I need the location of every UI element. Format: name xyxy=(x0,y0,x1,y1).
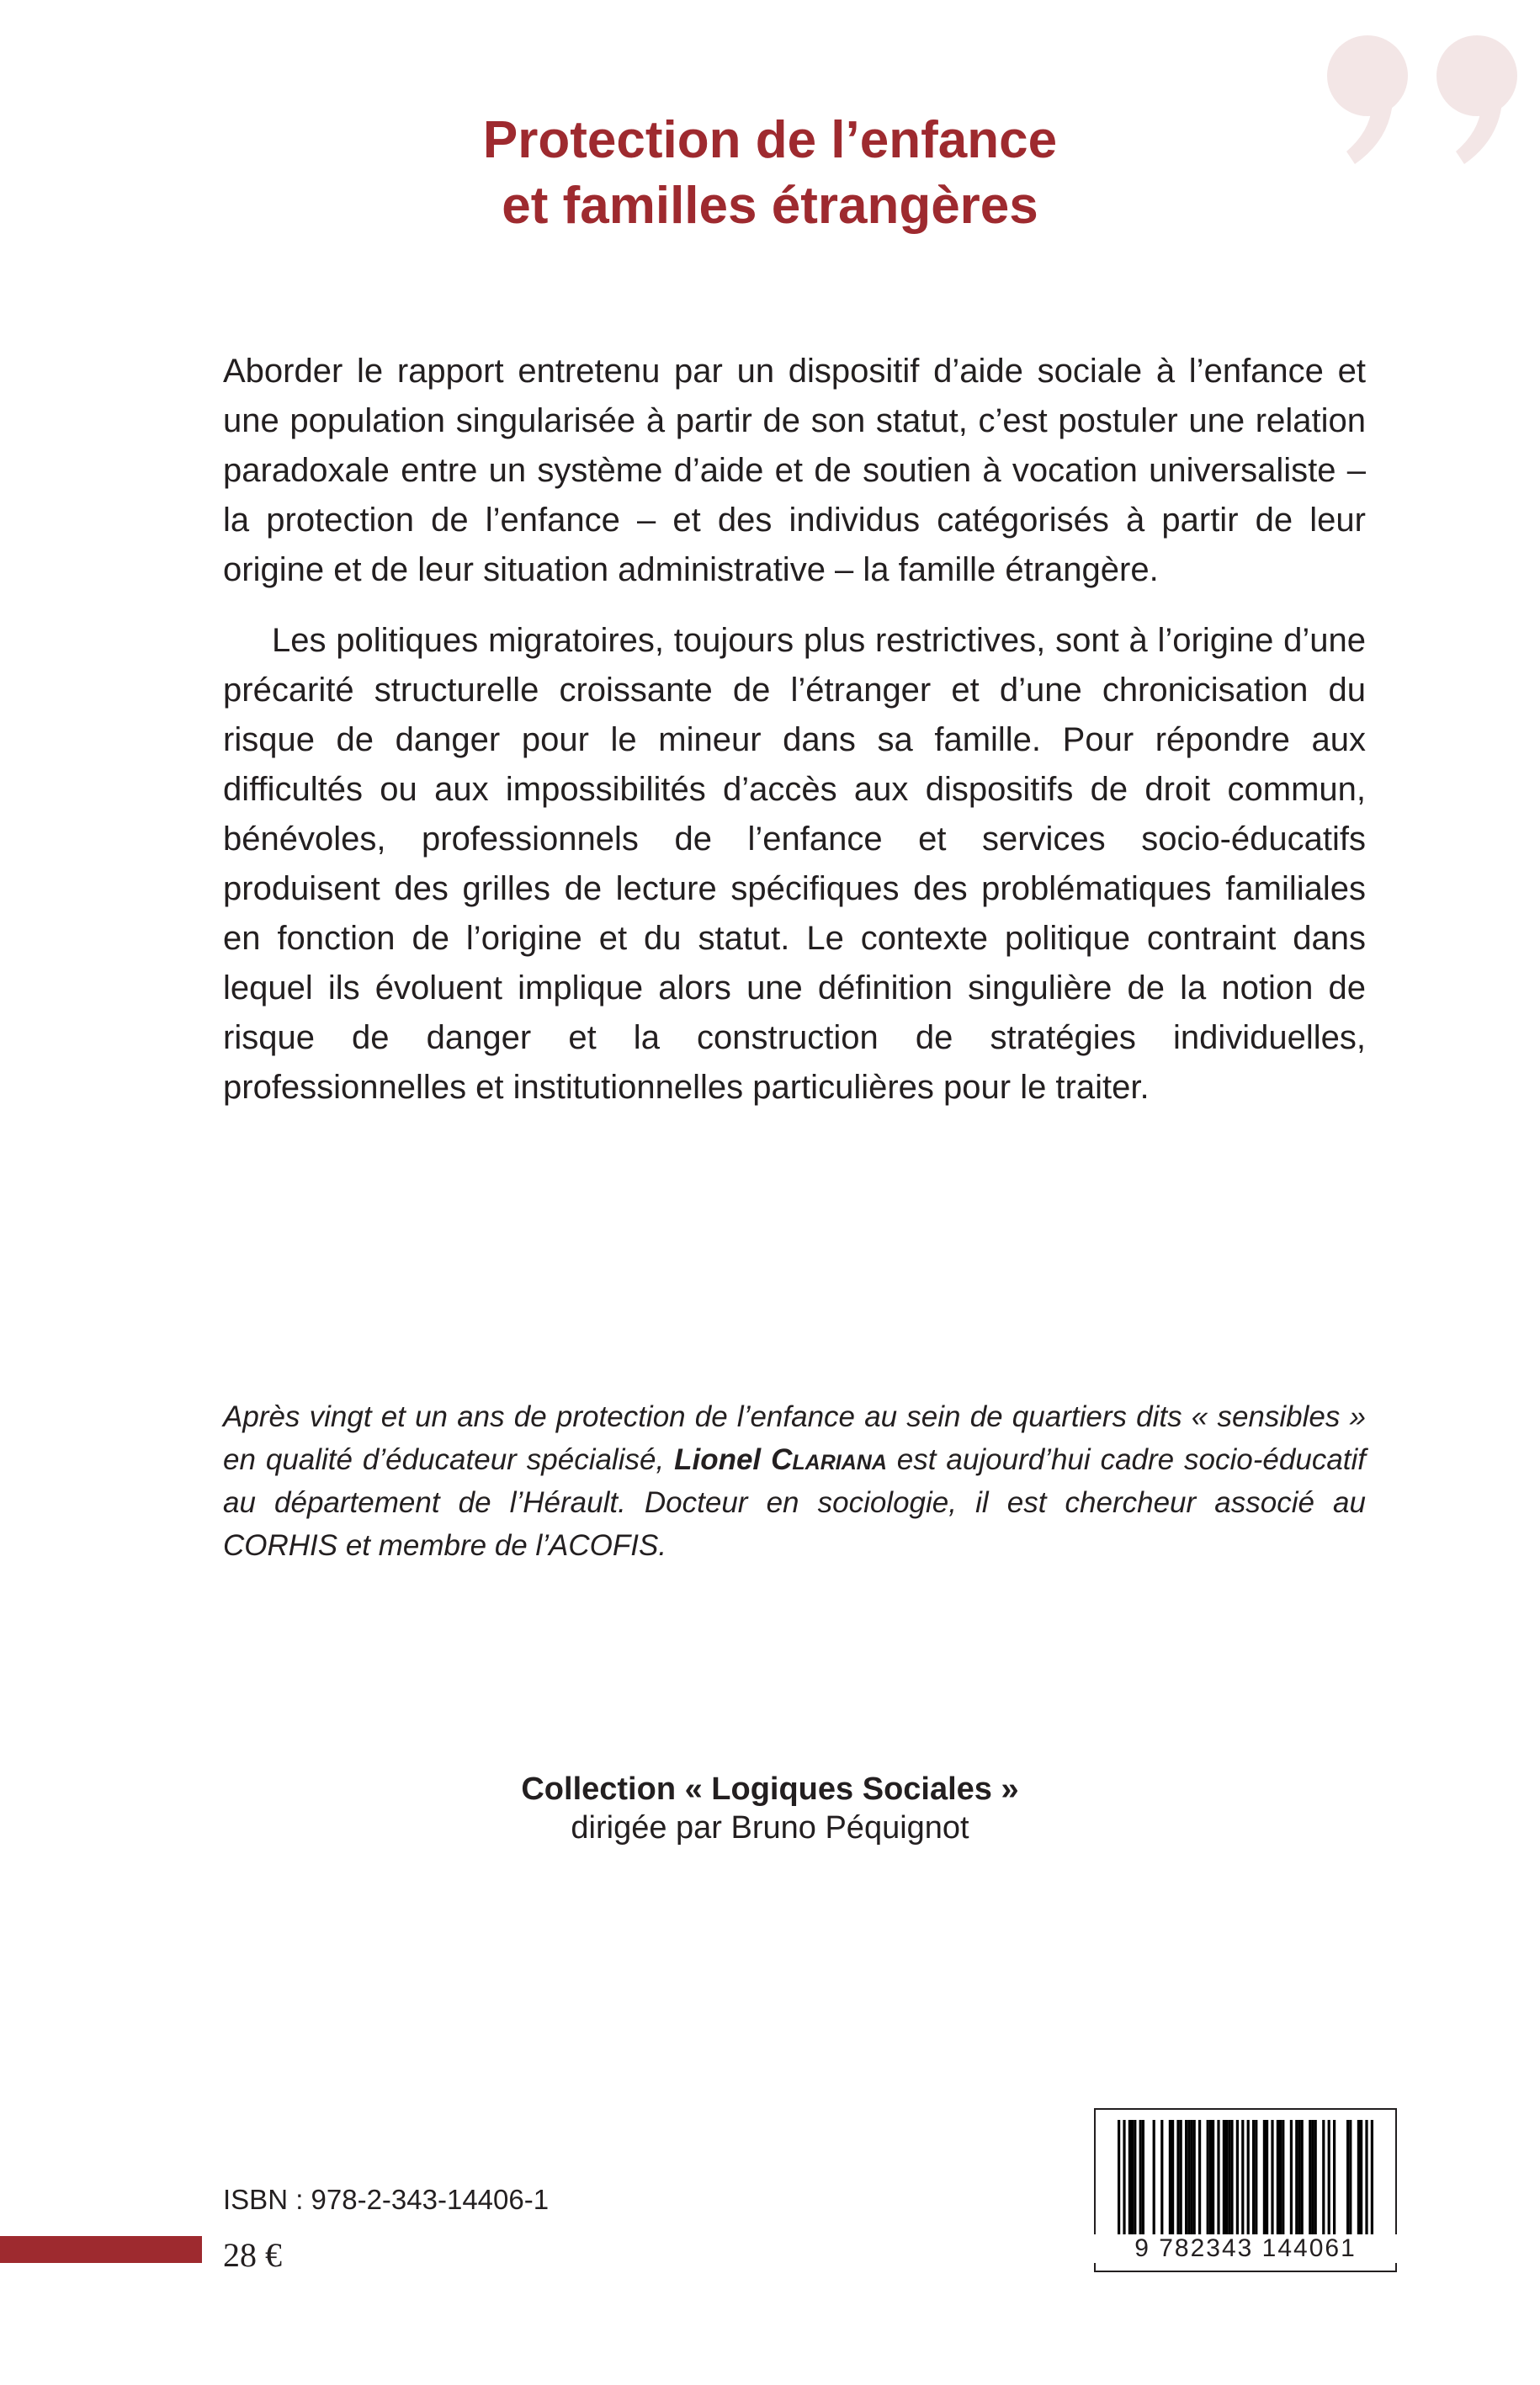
barcode-bar xyxy=(1309,2120,1311,2238)
author-bio xyxy=(223,1395,1366,1567)
synopsis-paragraph-2: Les politiques migratoires, toujours plus restrictives, sont à l’origine d’une précarité structurelle croissante de l’étranger et d’une chronicisation du risque de danger pour le mineur dans sa famille. Pour répondre aux difficultés ou aux impossibilités d’accès aux dispositifs de droit commun, bénévoles, professionnels de l’enfance et services socio-éducatifs produisent des grilles de lecture spécifiques des problématiques familiales en fonction de l’origine et du statut. Le contexte politique contraint dans lequel ils évoluent implique alors une définition singulière de la notion de risque de danger et la construction de stratégies individuelles, professionnelles et institutionnelles particulières pour le traiter. xyxy=(223,622,1366,1106)
barcode-bar xyxy=(1255,2120,1257,2238)
barcode-bar xyxy=(1207,2120,1209,2238)
barcode-bar xyxy=(1198,2120,1201,2238)
barcode-bar xyxy=(1252,2120,1255,2238)
barcode-bar xyxy=(1311,2120,1314,2238)
barcode-bar xyxy=(1176,2120,1179,2238)
barcode-bar xyxy=(1301,2120,1304,2238)
barcode-number: 9 782343 144061 xyxy=(1094,2234,1397,2263)
barcode-bar xyxy=(1169,2120,1171,2238)
barcode-bar xyxy=(1171,2120,1174,2238)
barcode-bar xyxy=(1230,2120,1233,2238)
barcode-bar xyxy=(1322,2120,1325,2238)
synopsis xyxy=(223,347,1366,1113)
barcode-bar xyxy=(1160,2120,1163,2238)
synopsis-paragraph-1: Aborder le rapport entretenu par un dispositif d’aide sociale à l’enfance et une population singularisée à partir de son statut, c’est postuler une relation paradoxale entre un système d’aide et de soutien à vocation universaliste – la protection de l’enfance – et des individus catégorisés à partir de leur origine et de leur situation administrative – la famille étrangère. xyxy=(223,353,1366,588)
barcode-bar xyxy=(1228,2120,1230,2238)
author-first-name: Lionel xyxy=(674,1443,762,1476)
barcode-bar xyxy=(1360,2120,1362,2238)
author-last-name: Clariana xyxy=(771,1443,887,1476)
barcode-bar xyxy=(1217,2120,1219,2238)
barcode-bar xyxy=(1277,2120,1279,2238)
barcode-bar xyxy=(1128,2120,1131,2238)
collection-name: Collection « Logiques Sociales » xyxy=(521,1771,1019,1807)
barcode-bar xyxy=(1290,2120,1293,2238)
bio-intro: Après vingt et un ans de protection de l’enfance au sein de quartiers dits « sensibles » en qualité d’éducateur spécialisé, xyxy=(223,1400,1366,1476)
barcode-bar xyxy=(1153,2120,1155,2238)
barcode-bar xyxy=(1333,2120,1336,2238)
book-title xyxy=(0,108,1540,239)
barcode-bar xyxy=(1266,2120,1268,2238)
barcode-bar xyxy=(1271,2120,1273,2238)
barcode-bar xyxy=(1131,2120,1134,2238)
barcode-bar xyxy=(1282,2120,1284,2238)
barcode-bar xyxy=(1190,2120,1192,2238)
title-line-1: Protection de l’enfance xyxy=(482,111,1058,169)
barcode-bar xyxy=(1328,2120,1330,2238)
barcode-bar xyxy=(1142,2120,1144,2238)
barcode-bar xyxy=(1212,2120,1214,2238)
barcode-bar xyxy=(1357,2120,1360,2238)
title-line-2: et familles étrangères xyxy=(502,177,1038,235)
barcode-bar xyxy=(1295,2120,1298,2238)
price: 28 € xyxy=(223,2236,282,2274)
barcode-bar xyxy=(1225,2120,1228,2238)
barcode-bar xyxy=(1134,2120,1136,2238)
barcode-bar xyxy=(1223,2120,1225,2238)
collection-info xyxy=(0,1770,1540,1847)
barcode-bar xyxy=(1263,2120,1266,2238)
barcode-bar xyxy=(1180,2120,1182,2238)
barcode-bar xyxy=(1209,2120,1212,2238)
barcode-bar xyxy=(1139,2120,1142,2238)
barcode-bar xyxy=(1298,2120,1300,2238)
barcode-bar xyxy=(1236,2120,1239,2238)
barcode-bar xyxy=(1279,2120,1282,2238)
barcode-bar xyxy=(1314,2120,1317,2238)
author-name xyxy=(674,1443,887,1476)
bio-rest: est aujourd’hui cadre socio-éducatif au département de l’Hérault. Docteur en sociologie, il est chercheur associé au CORHIS et membre de l’ACOFIS. xyxy=(223,1443,1367,1562)
collection-director: dirigée par Bruno Péquignot xyxy=(571,1810,969,1846)
barcode-bar xyxy=(1193,2120,1196,2238)
barcode-bar xyxy=(1349,2120,1351,2238)
barcode xyxy=(1094,2108,1397,2272)
isbn: ISBN : 978-2-343-14406-1 xyxy=(223,2184,550,2215)
barcode-bar xyxy=(1346,2120,1349,2238)
barcode-bar xyxy=(1185,2120,1187,2238)
barcode-bar xyxy=(1187,2120,1190,2238)
accent-bar xyxy=(0,2236,202,2263)
